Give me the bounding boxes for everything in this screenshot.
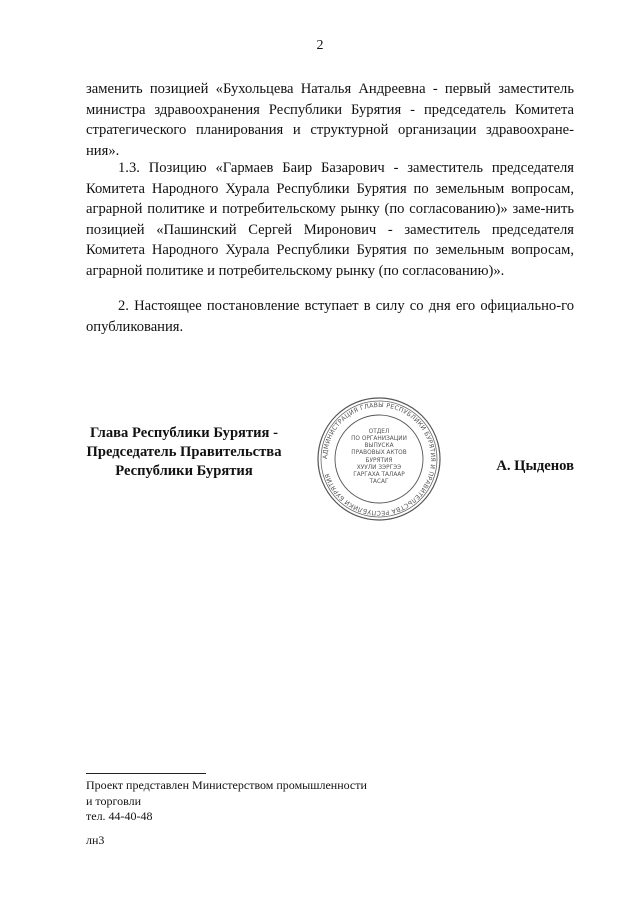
document-code: лн3 (86, 833, 105, 847)
seal-text-line-7: ГАРГАХА ТАЛААР (353, 472, 405, 478)
signatory-position-line-3: Республики Бурятия (115, 463, 253, 479)
seal-text-line-5: БУРЯТИЯ (365, 458, 393, 464)
paragraph-replace-position: заменить позицией «Бухольцева Наталья Андреевна - первый заместитель министра здравоохранения Республики Бурятия - председатель Комитета стратегического планирования и структурной организации здравоохране-ния». (86, 81, 574, 159)
seal-text-line-2: ПО ОРГАНИЗАЦИИ (351, 436, 407, 442)
paragraph-clause-2: 2. Настоящее постановление вступает в силу со дня его официально-го опубликования. (86, 298, 574, 335)
footnote-divider (86, 773, 206, 774)
signatory-name: А. Цыденов (496, 458, 574, 474)
signatory-position-line-2: Председатель Правительства (86, 444, 282, 460)
seal-text-line-3: ВЫПУСКА (364, 443, 394, 449)
page-number: 2 (316, 38, 324, 53)
seal-text-line-4: ПРАВОВЫХ АКТОВ (351, 450, 407, 456)
signatory-position (84, 424, 284, 481)
seal-outer-text: АДМИНИСТРАЦИЯ ГЛАВЫ РЕСПУБЛИКИ БУРЯТИЯ И ПРАВИТЕЛЬСТВА РЕСПУБЛИКИ БУРЯТИЯ (321, 401, 437, 517)
seal-text-line-8: ТАСАГ (369, 479, 389, 485)
seal-text-line-6: ХУУЛИ ЗЭРГЭЭ (356, 465, 402, 471)
official-seal-stamp (316, 396, 442, 522)
paragraph-clause-1-3: 1.3. Позицию «Гармаев Баир Базарович - заместитель председателя Комитета Народного Хурала Республики Бурятия по земельным вопросам, аграрной политике и потребительскому рынку (по согласованию)» заме-нить позицией «Пашинский Сергей Миронович - заместитель председателя Комитета Народного Хурала Республики Бурятия по земельным вопросам, аграрной политике и потребительскому рынку (по согласованию)». (86, 160, 574, 279)
footnote-phone: тел. 44-40-48 (86, 809, 153, 823)
footnote (86, 778, 426, 825)
signatory-position-line-1: Глава Республики Бурятия - (90, 425, 278, 441)
footnote-line-2: и торговли (86, 793, 142, 808)
footnote-line-1: Проект представлен Министерством промышленности (86, 778, 367, 792)
seal-text-line-1: ОТДЕЛ (368, 429, 390, 435)
